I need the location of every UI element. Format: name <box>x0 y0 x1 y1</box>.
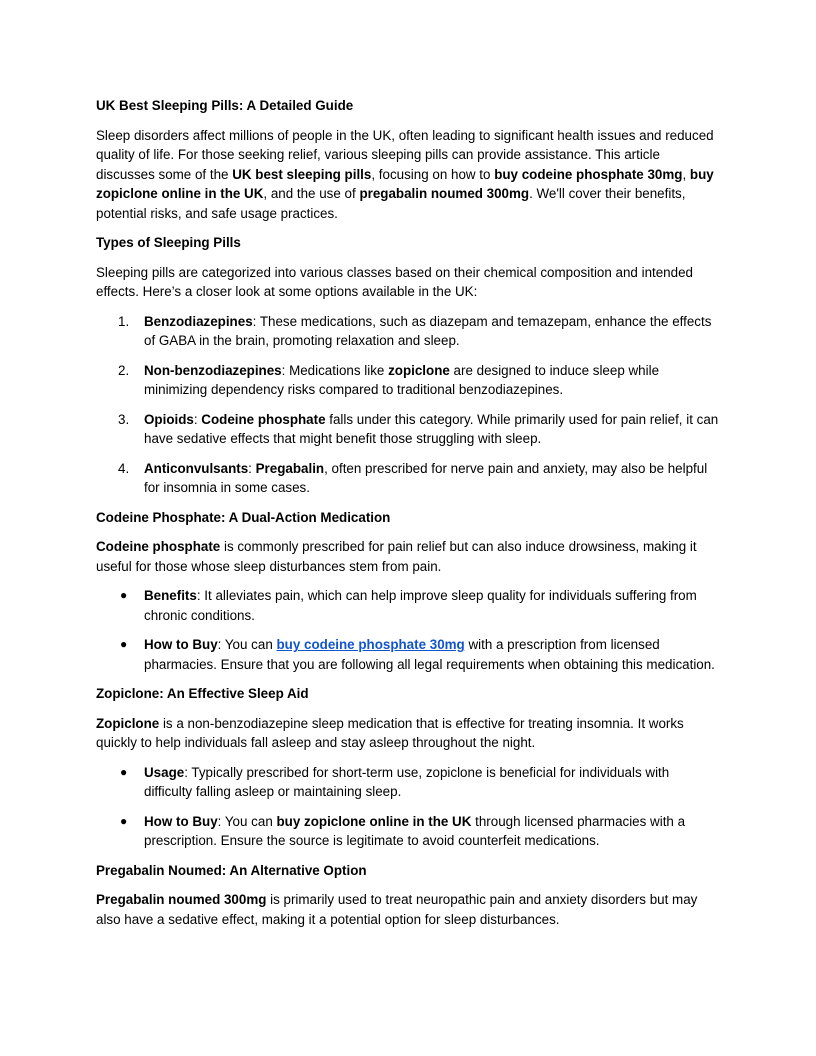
bullet-usage: ● Usage: Typically prescribed for short-term use, zopiclone is beneficial for individuals with difficulty falling asleep or maintaining sleep. <box>120 764 670 799</box>
types-intro: Sleeping pills are categorized into various classes based on their chemical composition and intended effects. Here’s a closer look at some options available in the UK: <box>96 264 693 299</box>
pregabalin-paragraph: Pregabalin noumed 300mg is primarily used to treat neuropathic pain and anxiety disorders but may also have a sedative effect, making it a potential option for sleep disturbances. <box>96 892 698 927</box>
list-number: 3. <box>118 411 130 427</box>
bullet-dot: ● <box>120 764 128 779</box>
list-number: 2. <box>118 362 130 378</box>
zopiclone-bullets <box>96 763 720 851</box>
list-item-benzodiazepines: 1. Benzodiazepines: These medications, such as diazepam and temazepam, enhance the effects of GABA in the brain, promoting relaxation and sleep. <box>118 313 712 348</box>
types-heading: Types of Sleeping Pills <box>96 235 241 250</box>
bullet-dot: ● <box>120 637 128 651</box>
list-item-anticonvulsants: 4. Anticonvulsants: Pregabalin, often prescribed for nerve pain and anxiety, may also be helpful for insomnia in some cases. <box>118 460 708 495</box>
document-title: UK Best Sleeping Pills: A Detailed Guide <box>96 98 354 113</box>
list-item-non-benzodiazepines: 2. Non-benzodiazepines: Medications like zopiclone are designed to induce sleep while minimizing dependency risks compared to traditional benzodiazepines. <box>118 362 660 397</box>
list-number: 4. <box>118 460 130 476</box>
codeine-paragraph: Codeine phosphate is commonly prescribed for pain relief but can also induce drowsiness, making it useful for those whose sleep disturbances stem from pain. <box>96 539 697 574</box>
list-item-opioids: 3. Opioids: Codeine phosphate falls under this category. While primarily used for pain relief, it can have sedative effects that might benefit those struggling with sleep. <box>118 411 719 446</box>
pregabalin-heading: Pregabalin Noumed: An Alternative Option <box>96 862 367 878</box>
bullet-dot: ● <box>120 813 128 828</box>
list-number: 1. <box>118 313 130 329</box>
intro-paragraph: Sleep disorders affect millions of people in the UK, often leading to significant health issues and reduced quality of life. For those seeking relief, various sleeping pills can provide assistance. This article discusses some of the UK best sleeping pills, focusing on how to buy codeine phosphate 30mg, buy zopiclone online in the UK, and the use of pregabalin noumed 300mg. We'll cover their benefits, potential risks, and safe usage practices. <box>96 127 714 221</box>
bullet-benefits: ● Benefits: It alleviates pain, which can help improve sleep quality for individuals suffering from chronic conditions. <box>120 588 697 623</box>
bullet-how-to-buy-zopiclone: ● How to Buy: You can buy zopiclone online in the UK through licensed pharmacies with a prescription. Ensure the source is legitimate to avoid counterfeit medications. <box>120 813 686 848</box>
bullet-dot: ● <box>120 588 128 602</box>
types-list <box>96 312 720 498</box>
bullet-how-to-buy-codeine: ● How to Buy: You can buy codeine phosphate 30mg with a prescription from licensed pharmacies. Ensure that you are following all legal requirements when obtaining this medication. <box>120 637 715 672</box>
codeine-heading: Codeine Phosphate: A Dual-Action Medication <box>96 509 391 525</box>
zopiclone-heading: Zopiclone: An Effective Sleep Aid <box>96 686 309 701</box>
zopiclone-paragraph: Zopiclone is a non-benzodiazepine sleep medication that is effective for treating insomnia. It works quickly to help individuals fall asleep and stay asleep throughout the night. <box>96 715 684 750</box>
buy-codeine-link[interactable]: buy codeine phosphate 30mg <box>276 637 465 652</box>
codeine-bullets <box>96 586 720 674</box>
